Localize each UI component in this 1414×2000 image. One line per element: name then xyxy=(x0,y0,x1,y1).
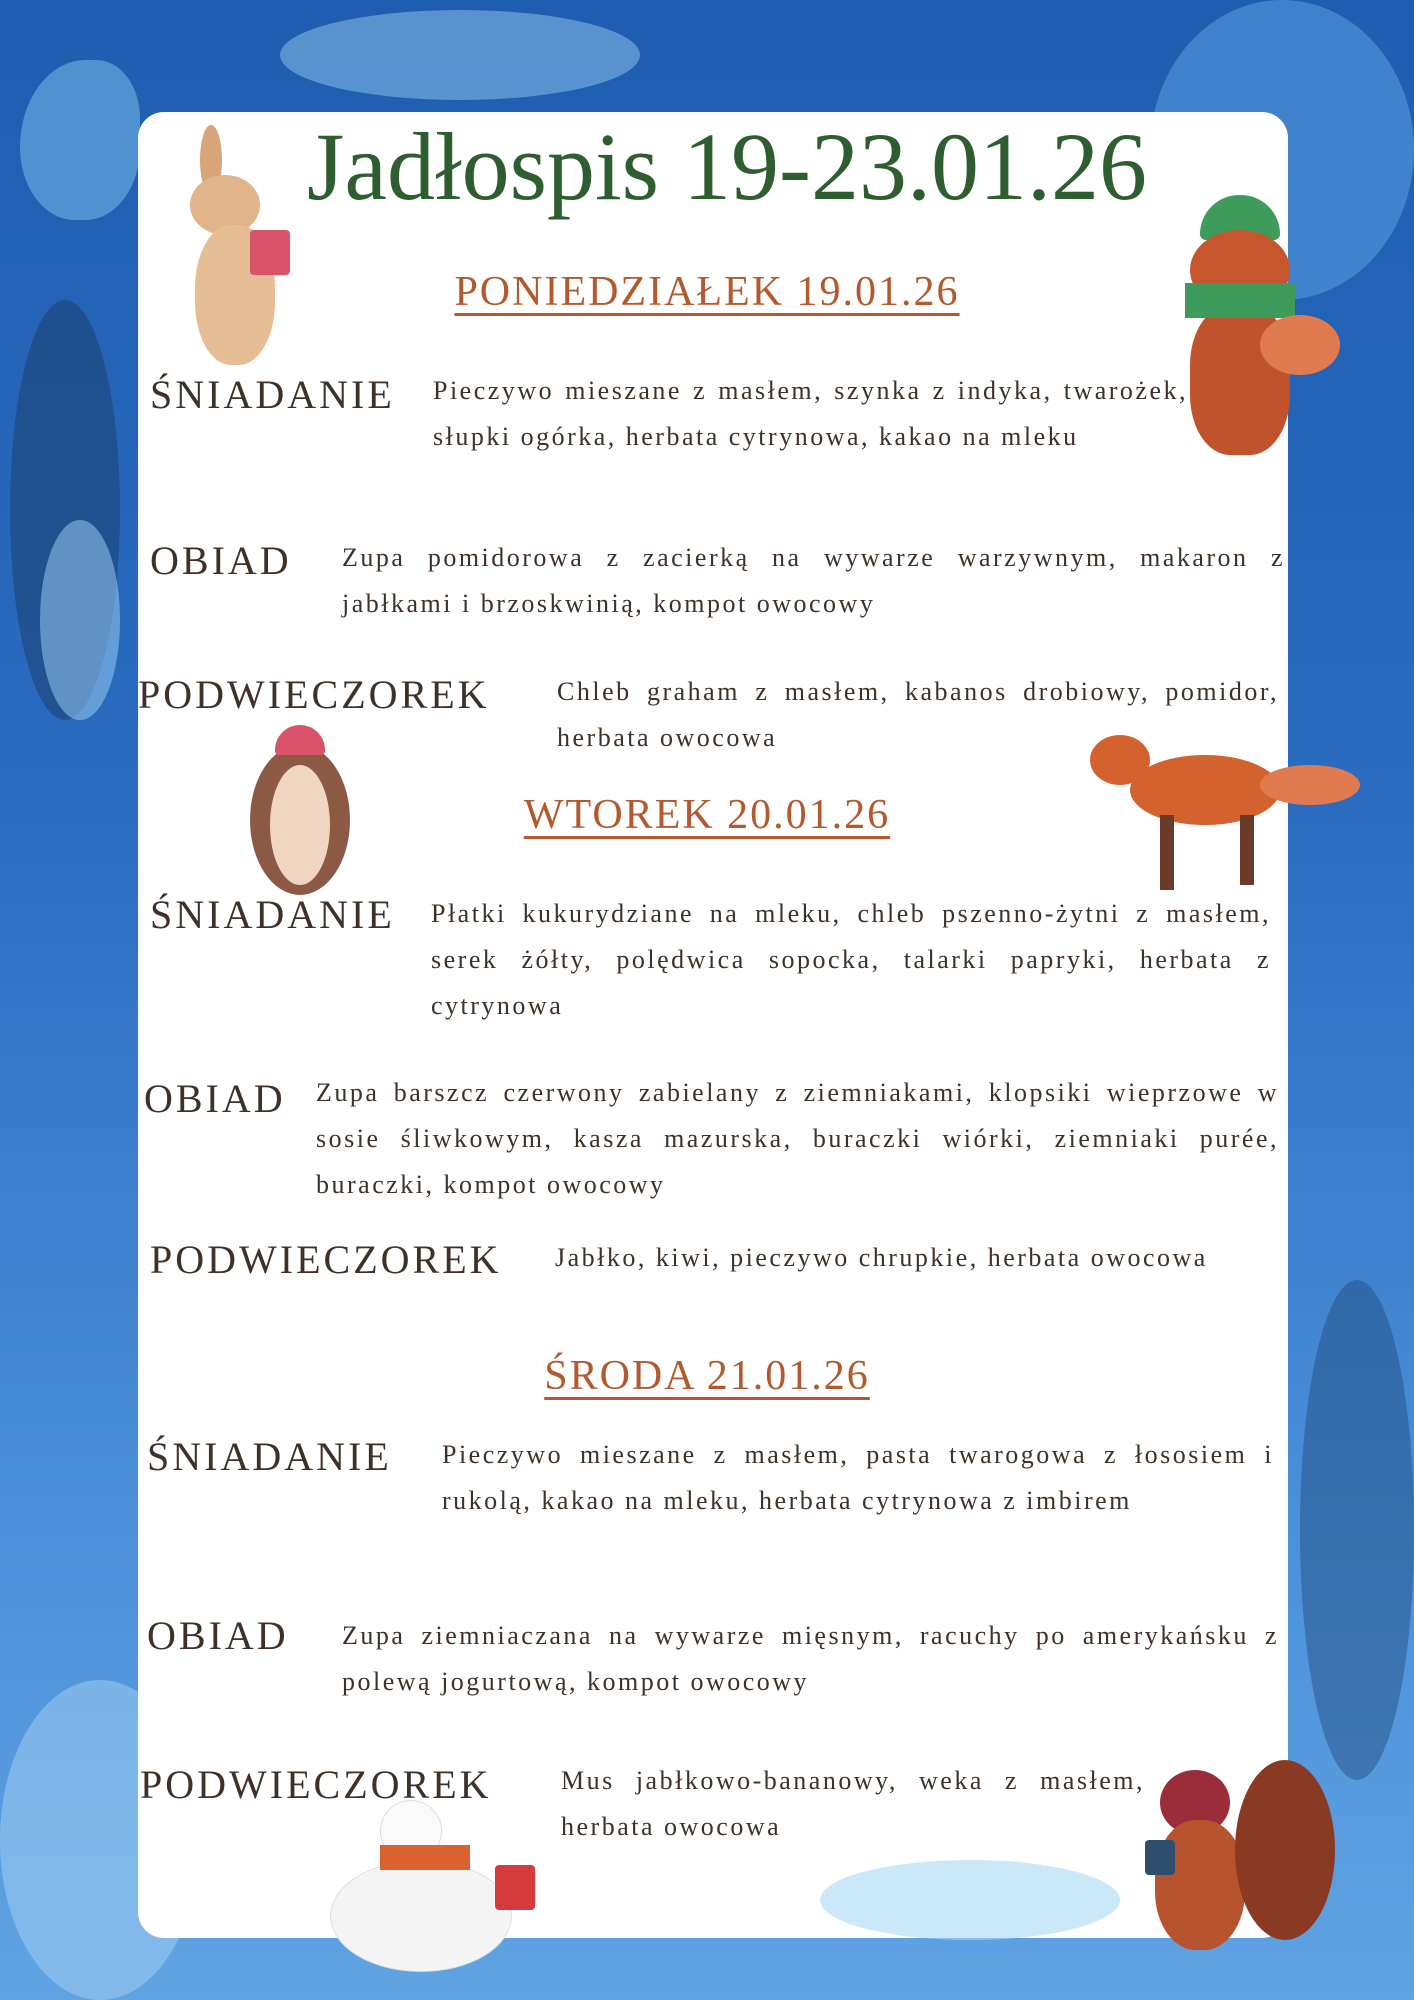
snow-dot-decoration xyxy=(280,10,640,100)
day-heading-wednesday: ŚRODA 21.01.26 xyxy=(544,1353,870,1399)
meal-label-snack: PODWIECZOREK xyxy=(140,1762,492,1807)
meal-label-snack: PODWIECZOREK xyxy=(138,672,490,717)
meal-text-lunch: Zupa barszcz czerwony zabielany z ziemniakami, klopsiki wieprzowe w sosie śliwkowym, kasza mazurska, buraczki wiórki, ziemniaki purée, buraczki, kompot owocowy xyxy=(316,1078,1279,1199)
meal-text-snack: Mus jabłkowo-bananowy, weka z masłem, herbata owocowa xyxy=(561,1766,1145,1841)
day-heading-monday: PONIEDZIAŁEK 19.01.26 xyxy=(454,269,960,315)
meal-label-breakfast: ŚNIADANIE xyxy=(150,372,395,417)
meal-label-snack: PODWIECZOREK xyxy=(150,1237,502,1282)
page-title: Jadłospis 19-23.01.26 xyxy=(307,113,1147,220)
meal-text-breakfast: Pieczywo mieszane z masłem, pasta twarogowa z łososiem i rukolą, kakao na mleku, herbata cytrynowa z imbirem xyxy=(442,1440,1274,1515)
meal-text-snack: Chleb graham z masłem, kabanos drobiowy, pomidor, herbata owocowa xyxy=(557,677,1279,752)
meal-text-snack: Jabłko, kiwi, pieczywo chrupkie, herbata owocowa xyxy=(555,1243,1208,1272)
meal-text-lunch: Zupa pomidorowa z zacierką na wywarze warzywnym, makaron z jabłkami i brzoskwinią, kompot owocowy xyxy=(342,543,1285,618)
day-heading-tuesday: WTOREK 20.01.26 xyxy=(523,792,891,838)
snow-dot-decoration xyxy=(820,1860,1120,1940)
meal-label-lunch: OBIAD xyxy=(144,1076,286,1121)
squirrel-illustration xyxy=(1125,1760,1355,1960)
meal-text-breakfast: Płatki kukurydziane na mleku, chleb pszenno-żytni z masłem, serek żółty, polędwica sopocka, talarki papryki, herbata z cytrynowa xyxy=(431,899,1271,1020)
meal-label-breakfast: ŚNIADANIE xyxy=(150,892,395,937)
goose-illustration xyxy=(330,1800,550,2000)
meal-label-breakfast: ŚNIADANIE xyxy=(147,1434,392,1479)
meal-text-lunch: Zupa ziemniaczana na wywarze mięsnym, racuchy po amerykańsku z polewą jogurtową, kompot owocowy xyxy=(342,1621,1279,1696)
meal-label-lunch: OBIAD xyxy=(147,1613,289,1658)
meal-label-lunch: OBIAD xyxy=(150,538,292,583)
leaf-decoration xyxy=(40,520,120,720)
meal-text-breakfast: Pieczywo mieszane z masłem, szynka z indyka, twarożek, słupki ogórka, herbata cytrynowa, kakao na mleku xyxy=(433,376,1188,451)
